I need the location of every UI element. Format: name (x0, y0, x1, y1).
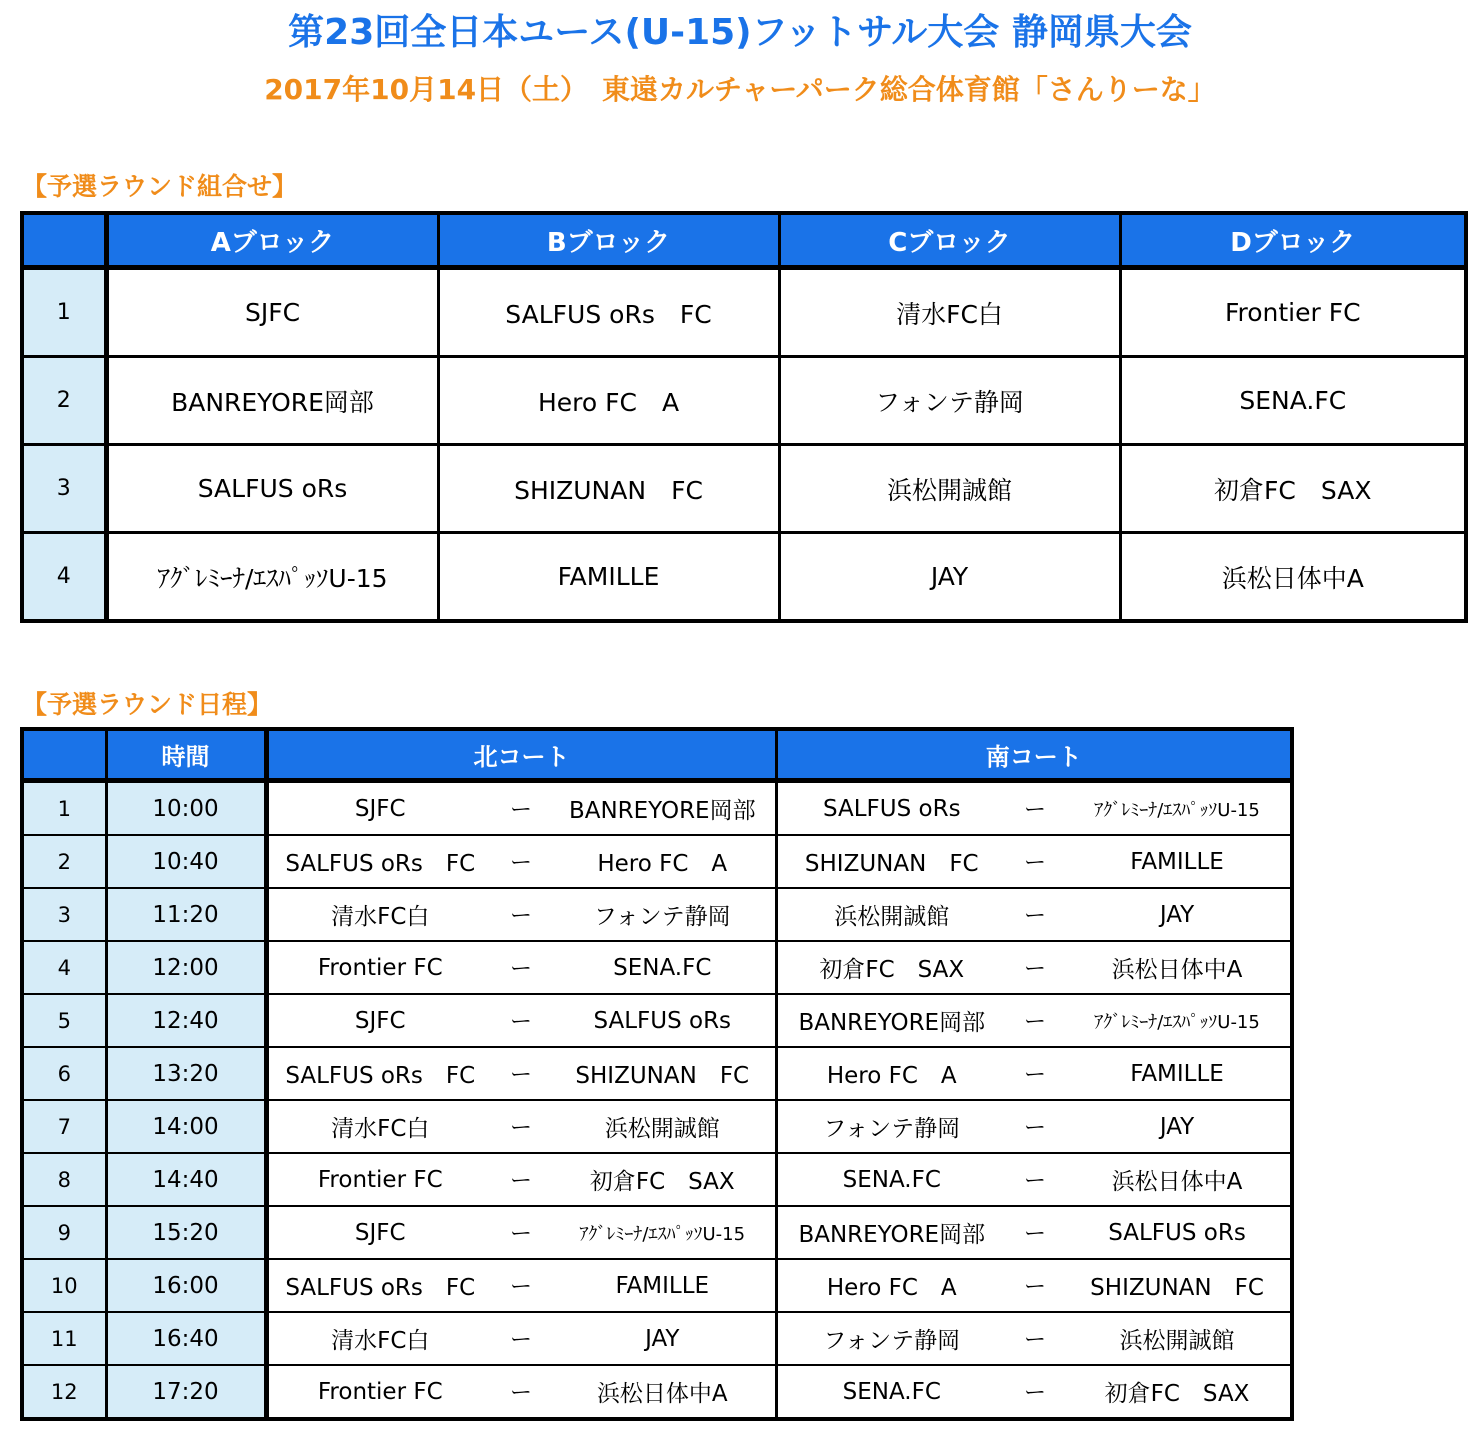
team-cell: SHIZUNAN FC (438, 445, 779, 533)
north-away-team: JAY (550, 1312, 776, 1365)
match-time: 12:40 (106, 994, 266, 1047)
south-away-team: FAMILLE (1064, 835, 1292, 888)
groups-table (20, 211, 1468, 623)
team-cell: SJFC (106, 268, 438, 357)
south-vs-dash: ー (1006, 888, 1064, 941)
south-home-team: SENA.FC (776, 1365, 1006, 1419)
groups-row (22, 268, 1466, 357)
south-away-team: 浜松日体中A (1064, 1153, 1292, 1206)
south-vs-dash: ー (1006, 835, 1064, 888)
north-vs-dash: ー (492, 1259, 550, 1312)
schedule-row (22, 835, 1292, 888)
north-away-team: FAMILLE (550, 1259, 776, 1312)
header-block-b: Bブロック (438, 213, 779, 268)
match-time: 17:20 (106, 1365, 266, 1419)
north-home-team: SALFUS oRs FC (266, 1259, 492, 1312)
team-cell: FAMILLE (438, 533, 779, 622)
match-time: 16:40 (106, 1312, 266, 1365)
team-cell: 浜松日体中A (1120, 533, 1466, 622)
north-vs-dash: ー (492, 1365, 550, 1419)
schedule-row (22, 1312, 1292, 1365)
row-number: 11 (22, 1312, 106, 1365)
south-vs-dash: ー (1006, 1312, 1064, 1365)
row-number: 9 (22, 1206, 106, 1259)
match-time: 10:00 (106, 781, 266, 836)
north-home-team: SJFC (266, 994, 492, 1047)
north-home-team: Frontier FC (266, 1365, 492, 1419)
north-vs-dash: ー (492, 888, 550, 941)
north-vs-dash: ー (492, 1153, 550, 1206)
north-home-team: 清水FC白 (266, 1312, 492, 1365)
schedule-row (22, 1100, 1292, 1153)
south-away-team: 初倉FC SAX (1064, 1365, 1292, 1419)
row-number: 4 (22, 533, 106, 622)
schedule-row (22, 994, 1292, 1047)
south-home-team: フォンテ静岡 (776, 1312, 1006, 1365)
groups-header-blank (22, 213, 106, 268)
team-cell: BANREYORE岡部 (106, 357, 438, 445)
groups-section-label: 【予選ラウンド組合せ】 (22, 172, 298, 201)
south-away-team: ｱｸﾞﾚﾐｰﾅ/ｴｽﾊﾟｯｿU-15 (1064, 781, 1292, 836)
south-vs-dash: ー (1006, 781, 1064, 836)
south-away-team: FAMILLE (1064, 1047, 1292, 1100)
north-vs-dash: ー (492, 941, 550, 994)
south-home-team: BANREYORE岡部 (776, 994, 1006, 1047)
south-away-team: JAY (1064, 1100, 1292, 1153)
match-time: 13:20 (106, 1047, 266, 1100)
south-home-team: SHIZUNAN FC (776, 835, 1006, 888)
schedule-row (22, 888, 1292, 941)
row-number: 6 (22, 1047, 106, 1100)
north-vs-dash: ー (492, 1047, 550, 1100)
groups-row (22, 533, 1466, 622)
north-away-team: フォンテ静岡 (550, 888, 776, 941)
team-cell: 初倉FC SAX (1120, 445, 1466, 533)
south-home-team: 初倉FC SAX (776, 941, 1006, 994)
match-time: 16:00 (106, 1259, 266, 1312)
south-vs-dash: ー (1006, 1047, 1064, 1100)
south-home-team: 浜松開誠館 (776, 888, 1006, 941)
header-block-a: Aブロック (106, 213, 438, 268)
north-home-team: Frontier FC (266, 1153, 492, 1206)
schedule-table (20, 727, 1294, 1421)
schedule-row (22, 1365, 1292, 1419)
team-cell: フォンテ静岡 (779, 357, 1120, 445)
north-away-team: ｱｸﾞﾚﾐｰﾅ/ｴｽﾊﾟｯｿU-15 (550, 1206, 776, 1259)
row-number: 2 (22, 357, 106, 445)
south-away-team: 浜松開誠館 (1064, 1312, 1292, 1365)
south-home-team: フォンテ静岡 (776, 1100, 1006, 1153)
south-vs-dash: ー (1006, 1206, 1064, 1259)
match-time: 14:00 (106, 1100, 266, 1153)
north-home-team: SALFUS oRs FC (266, 835, 492, 888)
north-away-team: 浜松日体中A (550, 1365, 776, 1419)
schedule-header-blank (22, 729, 106, 781)
south-vs-dash: ー (1006, 994, 1064, 1047)
team-cell: SENA.FC (1120, 357, 1466, 445)
north-vs-dash: ー (492, 1206, 550, 1259)
south-vs-dash: ー (1006, 1259, 1064, 1312)
match-time: 14:40 (106, 1153, 266, 1206)
south-vs-dash: ー (1006, 1365, 1064, 1419)
match-time: 12:00 (106, 941, 266, 994)
team-cell: Hero FC A (438, 357, 779, 445)
south-home-team: SENA.FC (776, 1153, 1006, 1206)
south-home-team: Hero FC A (776, 1047, 1006, 1100)
header-time: 時間 (106, 729, 266, 781)
team-cell: Frontier FC (1120, 268, 1466, 357)
south-away-team: 浜松日体中A (1064, 941, 1292, 994)
team-cell: SALFUS oRs (106, 445, 438, 533)
schedule-row (22, 1047, 1292, 1100)
north-away-team: BANREYORE岡部 (550, 781, 776, 836)
team-cell: SALFUS oRs FC (438, 268, 779, 357)
row-number: 8 (22, 1153, 106, 1206)
row-number: 1 (22, 781, 106, 836)
north-home-team: SJFC (266, 1206, 492, 1259)
groups-row (22, 445, 1466, 533)
south-home-team: Hero FC A (776, 1259, 1006, 1312)
north-away-team: 初倉FC SAX (550, 1153, 776, 1206)
team-cell: 清水FC白 (779, 268, 1120, 357)
north-vs-dash: ー (492, 1312, 550, 1365)
row-number: 7 (22, 1100, 106, 1153)
header-south-court: 南コート (776, 729, 1292, 781)
schedule-row (22, 1153, 1292, 1206)
match-time: 10:40 (106, 835, 266, 888)
page-title: 第23回全日本ユース(U-15)フットサル大会 静岡県大会 (288, 12, 1192, 53)
north-vs-dash: ー (492, 781, 550, 836)
row-number: 2 (22, 835, 106, 888)
row-number: 5 (22, 994, 106, 1047)
north-vs-dash: ー (492, 835, 550, 888)
groups-header-row (22, 213, 1466, 268)
team-cell: 浜松開誠館 (779, 445, 1120, 533)
north-home-team: 清水FC白 (266, 1100, 492, 1153)
header-block-d: Dブロック (1120, 213, 1466, 268)
row-number: 4 (22, 941, 106, 994)
south-vs-dash: ー (1006, 1153, 1064, 1206)
groups-row (22, 357, 1466, 445)
schedule-row (22, 1206, 1292, 1259)
north-away-team: SHIZUNAN FC (550, 1047, 776, 1100)
header-block-c: Cブロック (779, 213, 1120, 268)
north-away-team: SALFUS oRs (550, 994, 776, 1047)
south-away-team: JAY (1064, 888, 1292, 941)
north-away-team: Hero FC A (550, 835, 776, 888)
north-vs-dash: ー (492, 994, 550, 1047)
row-number: 3 (22, 445, 106, 533)
event-date-venue: 2017年10月14日（土） 東遠カルチャーパーク総合体育館「さんりーな」 (264, 73, 1216, 106)
schedule-section-label: 【予選ラウンド日程】 (22, 690, 273, 719)
north-home-team: 清水FC白 (266, 888, 492, 941)
north-vs-dash: ー (492, 1100, 550, 1153)
south-away-team: ｱｸﾞﾚﾐｰﾅ/ｴｽﾊﾟｯｿU-15 (1064, 994, 1292, 1047)
south-vs-dash: ー (1006, 941, 1064, 994)
north-away-team: SENA.FC (550, 941, 776, 994)
header-north-court: 北コート (266, 729, 776, 781)
row-number: 1 (22, 268, 106, 357)
south-away-team: SALFUS oRs (1064, 1206, 1292, 1259)
schedule-row (22, 1259, 1292, 1312)
row-number: 12 (22, 1365, 106, 1419)
team-cell: ｱｸﾞﾚﾐｰﾅ/ｴｽﾊﾟｯｿU-15 (106, 533, 438, 622)
north-home-team: SALFUS oRs FC (266, 1047, 492, 1100)
team-cell: JAY (779, 533, 1120, 622)
north-away-team: 浜松開誠館 (550, 1100, 776, 1153)
match-time: 11:20 (106, 888, 266, 941)
south-home-team: SALFUS oRs (776, 781, 1006, 836)
south-home-team: BANREYORE岡部 (776, 1206, 1006, 1259)
north-home-team: Frontier FC (266, 941, 492, 994)
row-number: 3 (22, 888, 106, 941)
match-time: 15:20 (106, 1206, 266, 1259)
row-number: 10 (22, 1259, 106, 1312)
south-vs-dash: ー (1006, 1100, 1064, 1153)
schedule-row (22, 941, 1292, 994)
south-away-team: SHIZUNAN FC (1064, 1259, 1292, 1312)
schedule-row (22, 781, 1292, 836)
schedule-header-row (22, 729, 1292, 781)
north-home-team: SJFC (266, 781, 492, 836)
